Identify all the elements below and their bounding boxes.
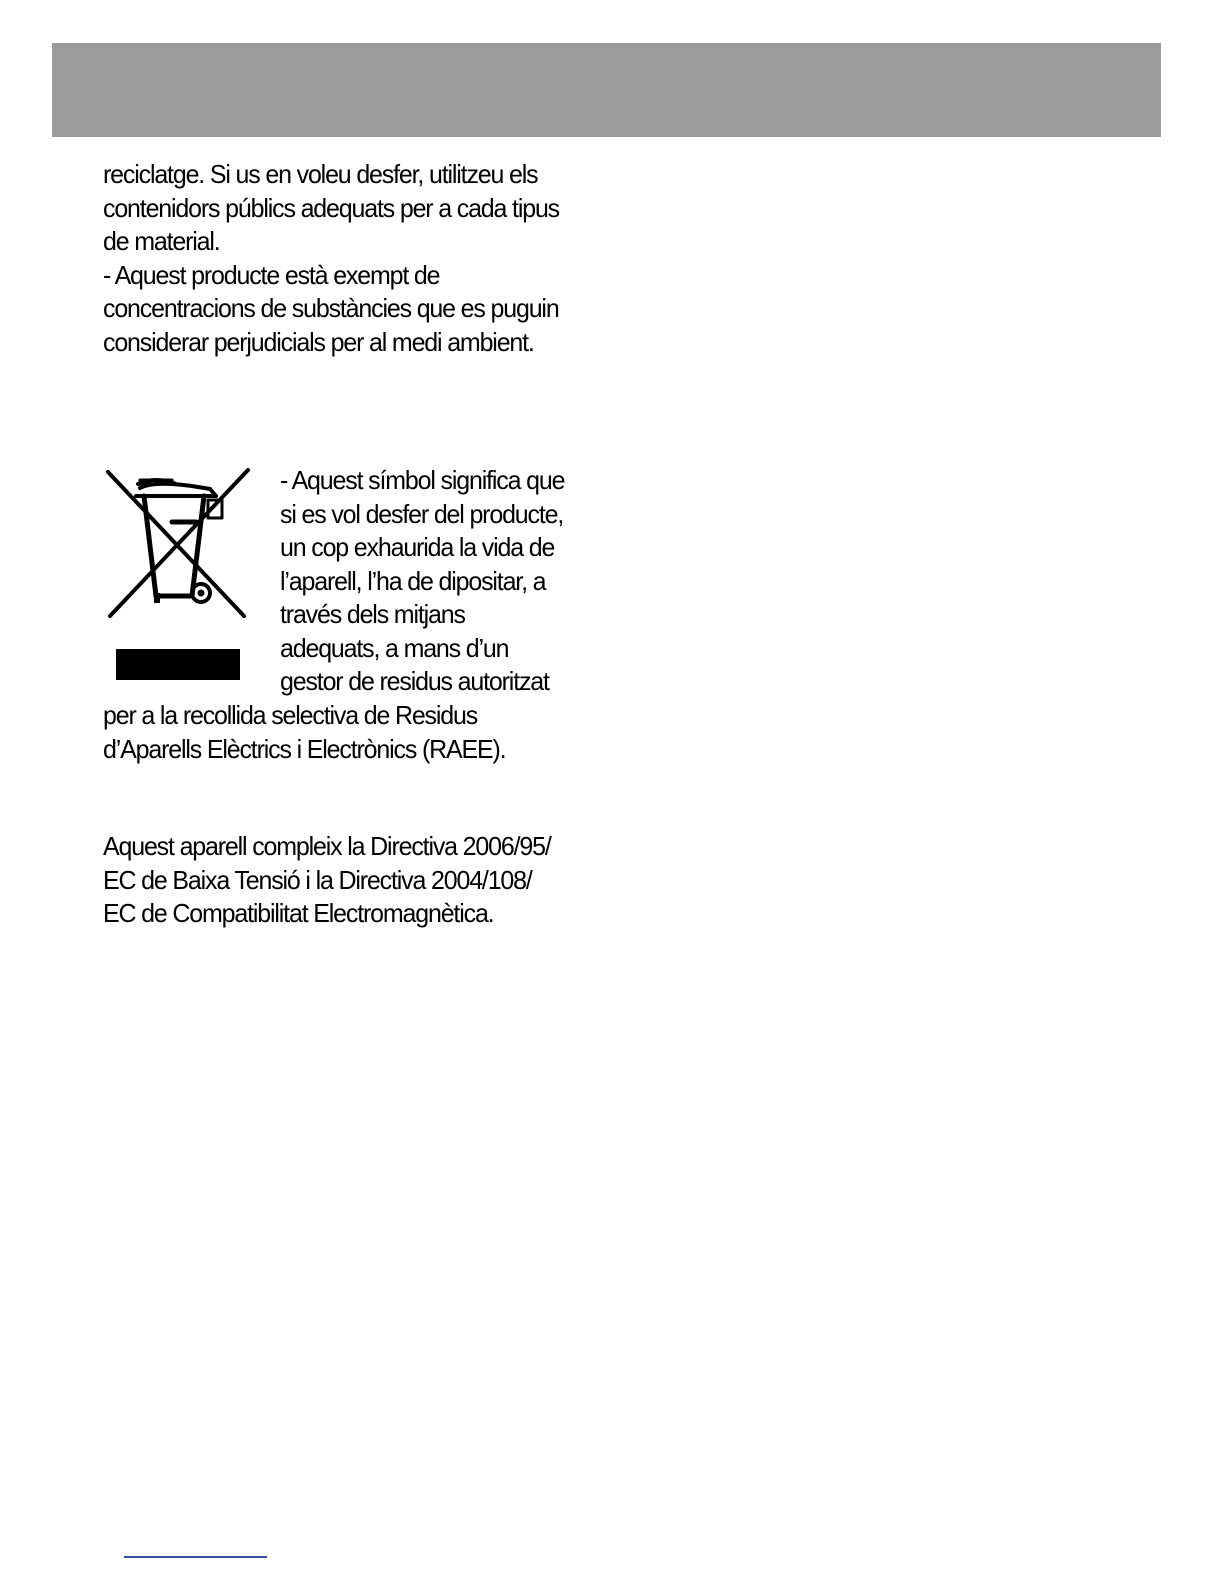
text-line: gestor de residus autoritzat — [280, 666, 549, 696]
text-line: de material. — [103, 226, 220, 256]
text-line: considerar perjudicials per al medi ambient. — [103, 326, 534, 357]
text-line: reciclatge. Si us en voleu desfer, utilitzeu els — [103, 159, 538, 189]
text-line: d’Aparells Elèctrics i Electrònics (RAEE). — [103, 733, 506, 764]
text-line: contenidors públics adequats per a cada tipus — [103, 192, 560, 223]
text-line: un cop exhaurida la vida de — [280, 532, 555, 562]
weee-paragraph — [280, 464, 564, 699]
header-bar — [52, 43, 1161, 137]
text-line: per a la recollida selectiva de Residus — [103, 700, 478, 730]
text-line: l’aparell, l’ha de dipositar, a — [280, 565, 546, 596]
crossed-out-wheelie-bin-icon — [100, 464, 256, 684]
compliance-paragraph — [103, 830, 551, 931]
text-line: adequats, a mans d’un — [280, 632, 509, 663]
text-line: EC de Baixa Tensió i la Directiva 2004/108/ — [103, 864, 532, 895]
recycling-paragraph — [103, 158, 559, 359]
text-line: - Aquest símbol significa que — [280, 465, 565, 495]
text-line: Aquest aparell compleix la Directiva 2006/95/ — [103, 831, 551, 861]
weee-paragraph-continued — [103, 699, 505, 766]
text-line: si es vol desfer del producte, — [280, 498, 564, 529]
footer-rule — [124, 1556, 267, 1558]
text-line: - Aquest producte està exempt de — [103, 259, 440, 290]
text-line: concentracions de substàncies que es puguin — [103, 293, 559, 323]
text-line: través dels mitjans — [280, 599, 465, 629]
text-line: EC de Compatibilitat Electromagnètica. — [103, 898, 494, 928]
